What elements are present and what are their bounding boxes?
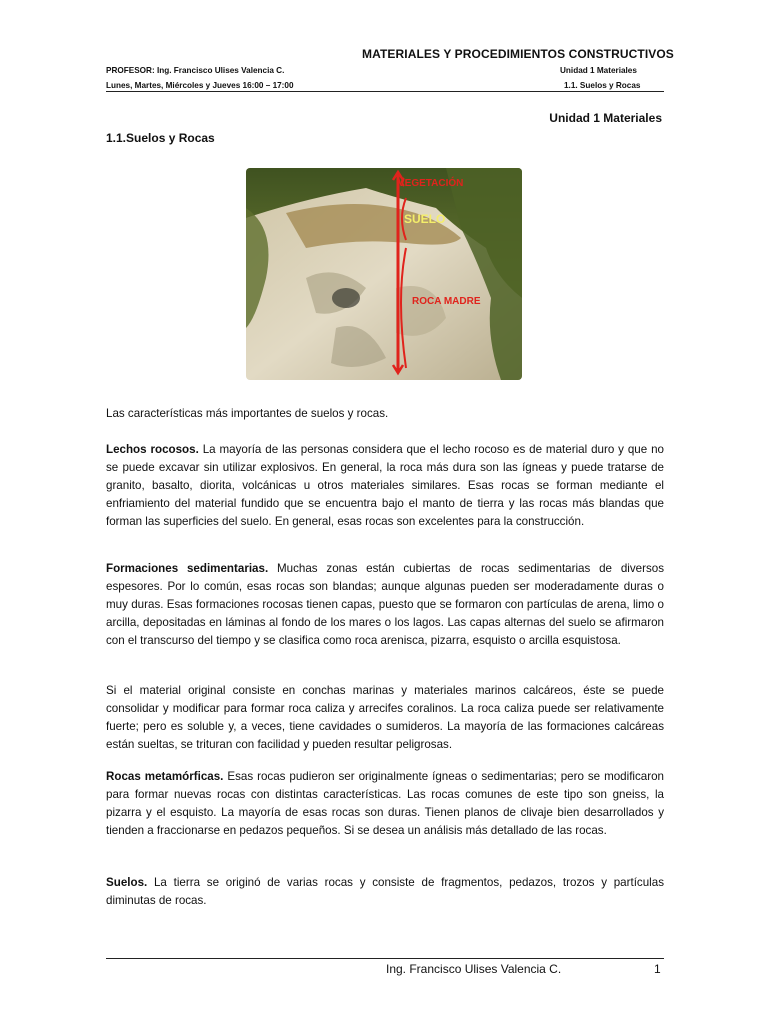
paragraph-body: Si el material original consiste en conchas marinas y materiales marinos calcáreos, éste se puede consolidar y modificar para formar roca caliza y arrecifes coralinos. La roca caliza puede ser relativamente fuerte; pero es soluble y, a veces, tiene cavidades o sumideros. La mayoría de las formaciones calcáreas están sueltas, se trituran con facilidad y pueden resultar peligrosas. [106, 684, 664, 751]
paragraph-body: Esas rocas pudieron ser originalmente ígneas o sedimentarias; pero se modificaron para formar nuevas rocas con distintas características. Las rocas comunes de este tipo son gneiss, la pizarra y el esquisto. La mayoría de esas rocas son duras. Tienen planos de clivaje bien desarrollados y tienden a fraccionarse en pedazos pequeños. Si se desea un análisis más detallado de las rocas. [106, 770, 664, 837]
header-divider [106, 91, 664, 92]
professor-line: PROFESOR: Ing. Francisco Ulises Valencia C. [106, 66, 285, 75]
header-unit: Unidad 1 Materiales [560, 66, 637, 75]
paragraph-body: La tierra se originó de varias rocas y consiste de fragmentos, pedazos, trozos y partículas diminutas de rocas. [106, 876, 664, 907]
paragraph-rocas-metamorficas [106, 768, 664, 840]
section-title: 1.1.Suelos y Rocas [106, 131, 215, 145]
intro-text [106, 405, 664, 423]
paragraph-heading: Rocas metamórficas. [106, 770, 224, 783]
paragraph-roca-caliza [106, 682, 664, 754]
footer-divider [106, 958, 664, 959]
paragraph-body: La mayoría de las personas considera que el lecho rocoso es de material duro y que no se puede excavar sin utilizar explosivos. En general, la roca más dura son las ígneas y puede tratarse de granito, basalto, diorita, volcánicas u otros materiales similares. Esas rocas se forman mediante el enfriamiento del material fundido que se encuentra bajo el manto de tierra y las rocas más blandas que forman las superficies del suelo. En general, esas rocas son excelentes para la construcción. [106, 443, 664, 528]
paragraph-lechos-rocosos [106, 441, 664, 531]
label-soil: SUELO [404, 212, 446, 226]
unit-label: Unidad 1 Materiales [549, 111, 662, 125]
paragraph-suelos [106, 874, 664, 910]
paragraph-heading: Suelos. [106, 876, 148, 889]
page-number: 1 [654, 962, 661, 976]
schedule-line: Lunes, Martes, Miércoles y Jueves 16:00 – 17:00 [106, 81, 294, 90]
intro-sentence: Las características más importantes de suelos y rocas. [106, 407, 389, 420]
label-vegetation: VEGETACIÓN [398, 178, 464, 189]
course-title: MATERIALES Y PROCEDIMIENTOS CONSTRUCTIVOS [362, 47, 674, 61]
footer-author: Ing. Francisco Ulises Valencia C. [386, 962, 562, 976]
paragraph-heading: Formaciones sedimentarias. [106, 562, 269, 575]
paragraph-formaciones-sedimentarias [106, 560, 664, 650]
soil-profile-photo [246, 168, 522, 380]
paragraph-body: Muchas zonas están cubiertas de rocas sedimentarias de diversos espesores. Por lo común, esas rocas son blandas; aunque algunas pueden ser moderadamente duras o muy duras. Esas formaciones rocosas tienen capas, puesto que se formaron con partículas de arena, limo o arcilla, depositadas en láminas al fondo de los mares o los lagos. Las capas alternas del suelo se afirmaron con el transcurso del tiempo y se clasifica como roca arenisca, pizarra, esquisto o arcilla esquistosa. [106, 562, 664, 647]
paragraph-heading: Lechos rocosos. [106, 443, 199, 456]
label-bedrock: ROCA MADRE [412, 296, 481, 307]
header-topic: 1.1. Suelos y Rocas [564, 81, 641, 90]
